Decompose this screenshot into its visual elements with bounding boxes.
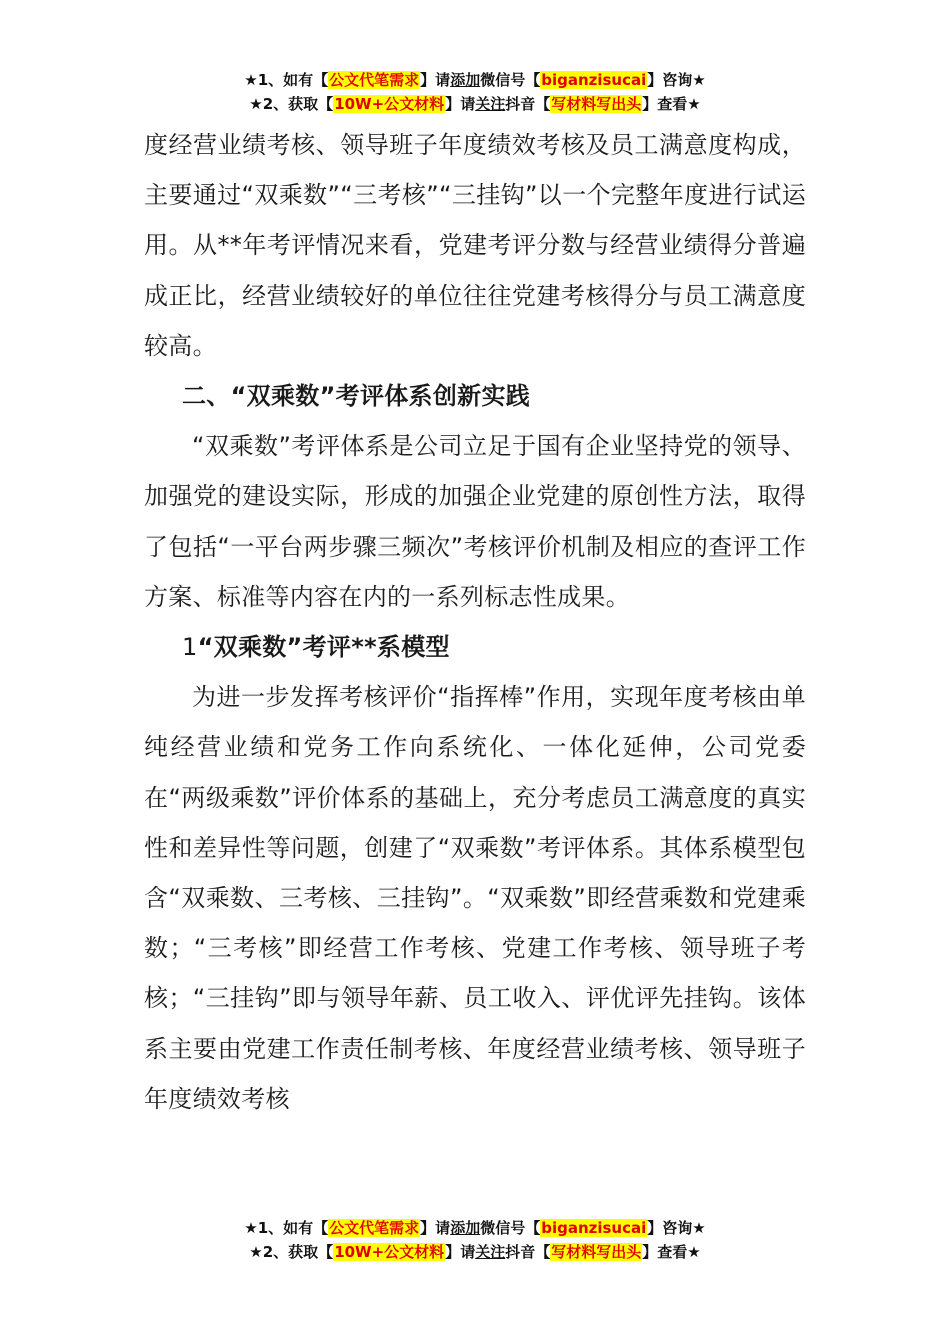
promo-underlined: 添加: [450, 1219, 481, 1237]
promo-text: 】咨询★: [647, 71, 706, 89]
promo-highlight: 公文代笔需求: [329, 71, 420, 89]
section-heading: 二、“双乘数”考评体系创新实践: [182, 382, 531, 411]
promo-text: 抖音【: [505, 95, 551, 113]
promo-text: ★1、如有【: [244, 71, 329, 89]
promo-highlight: biganzisucai: [541, 71, 647, 89]
promo-text: 】咨询★: [647, 1219, 706, 1237]
promo-highlight: 写材料写出头: [551, 1243, 642, 1261]
promo-text: ★2、获取【: [249, 95, 334, 113]
subsection-title: “双乘数”考评**系模型: [197, 633, 450, 662]
promo-banner-top: [0, 68, 950, 116]
promo-underlined: 添加: [450, 71, 481, 89]
promo-text: 微信号【: [480, 1219, 541, 1237]
promo-highlight: 写材料写出头: [551, 95, 642, 113]
promo-highlight: biganzisucai: [541, 1219, 647, 1237]
body-paragraph: “双乘数”考评体系是公司立足于国有企业坚持党的领导、加强党的建设实际，形成的加强企业党建的原创性方法，取得了包括“一平台两步骤三频次”考核评价机制及相应的查评工作方案、标准等内容在内的一系列标志性成果。: [144, 432, 806, 611]
promo-text: 抖音【: [505, 1243, 551, 1261]
promo-text: 】请: [445, 1243, 476, 1261]
subsection-number: 1: [182, 633, 198, 662]
promo-text: 】请: [420, 1219, 451, 1237]
promo-highlight: 公文代笔需求: [329, 1219, 420, 1237]
promo-text: 微信号【: [480, 71, 541, 89]
promo-line-1: [0, 1216, 950, 1240]
promo-text: 】查看★: [642, 1243, 701, 1261]
promo-banner-bottom: [0, 1216, 950, 1264]
body-paragraph: 为进一步发挥考核评价“指挥棒”作用，实现年度考核由单纯经营业绩和党务工作向系统化、一体化延伸，公司党委在“两级乘数”评价体系的基础上，充分考虑员工满意度的真实性和差异性等问题，创建了“双乘数”考评体系。其体系模型包含“双乘数、三考核、三挂钩”。“双乘数”即经营乘数和党建乘数；“三考核”即经营工作考核、党建工作考核、领导班子考核；“三挂钩”即与领导年薪、员工收入、评优评先挂钩。该体系主要由党建工作责任制考核、年度经营业绩考核、领导班子年度绩效考核: [144, 683, 806, 1113]
promo-text: 】查看★: [642, 95, 701, 113]
body-paragraph: 度经营业绩考核、领导班子年度绩效考核及员工满意度构成，主要通过“双乘数”“三考核”“三挂钩”以一个完整年度进行试运用。从**年考评情况来看，党建考评分数与经营业绩得分普遍成正比，经营业绩较好的单位往往党建考核得分与员工满意度较高。: [144, 131, 806, 360]
promo-text: ★1、如有【: [244, 1219, 329, 1237]
promo-text: 】请: [445, 95, 476, 113]
promo-line-1: [0, 68, 950, 92]
promo-highlight: 10W+公文材料: [334, 1243, 445, 1261]
promo-highlight: 10W+公文材料: [334, 95, 445, 113]
document-body: [144, 120, 806, 1124]
promo-text: ★2、获取【: [249, 1243, 334, 1261]
promo-line-2: [0, 92, 950, 116]
promo-underlined: 关注: [475, 95, 506, 113]
subsection-heading: [144, 622, 806, 672]
promo-line-2: [0, 1240, 950, 1264]
promo-underlined: 关注: [475, 1243, 506, 1261]
promo-text: 】请: [420, 71, 451, 89]
